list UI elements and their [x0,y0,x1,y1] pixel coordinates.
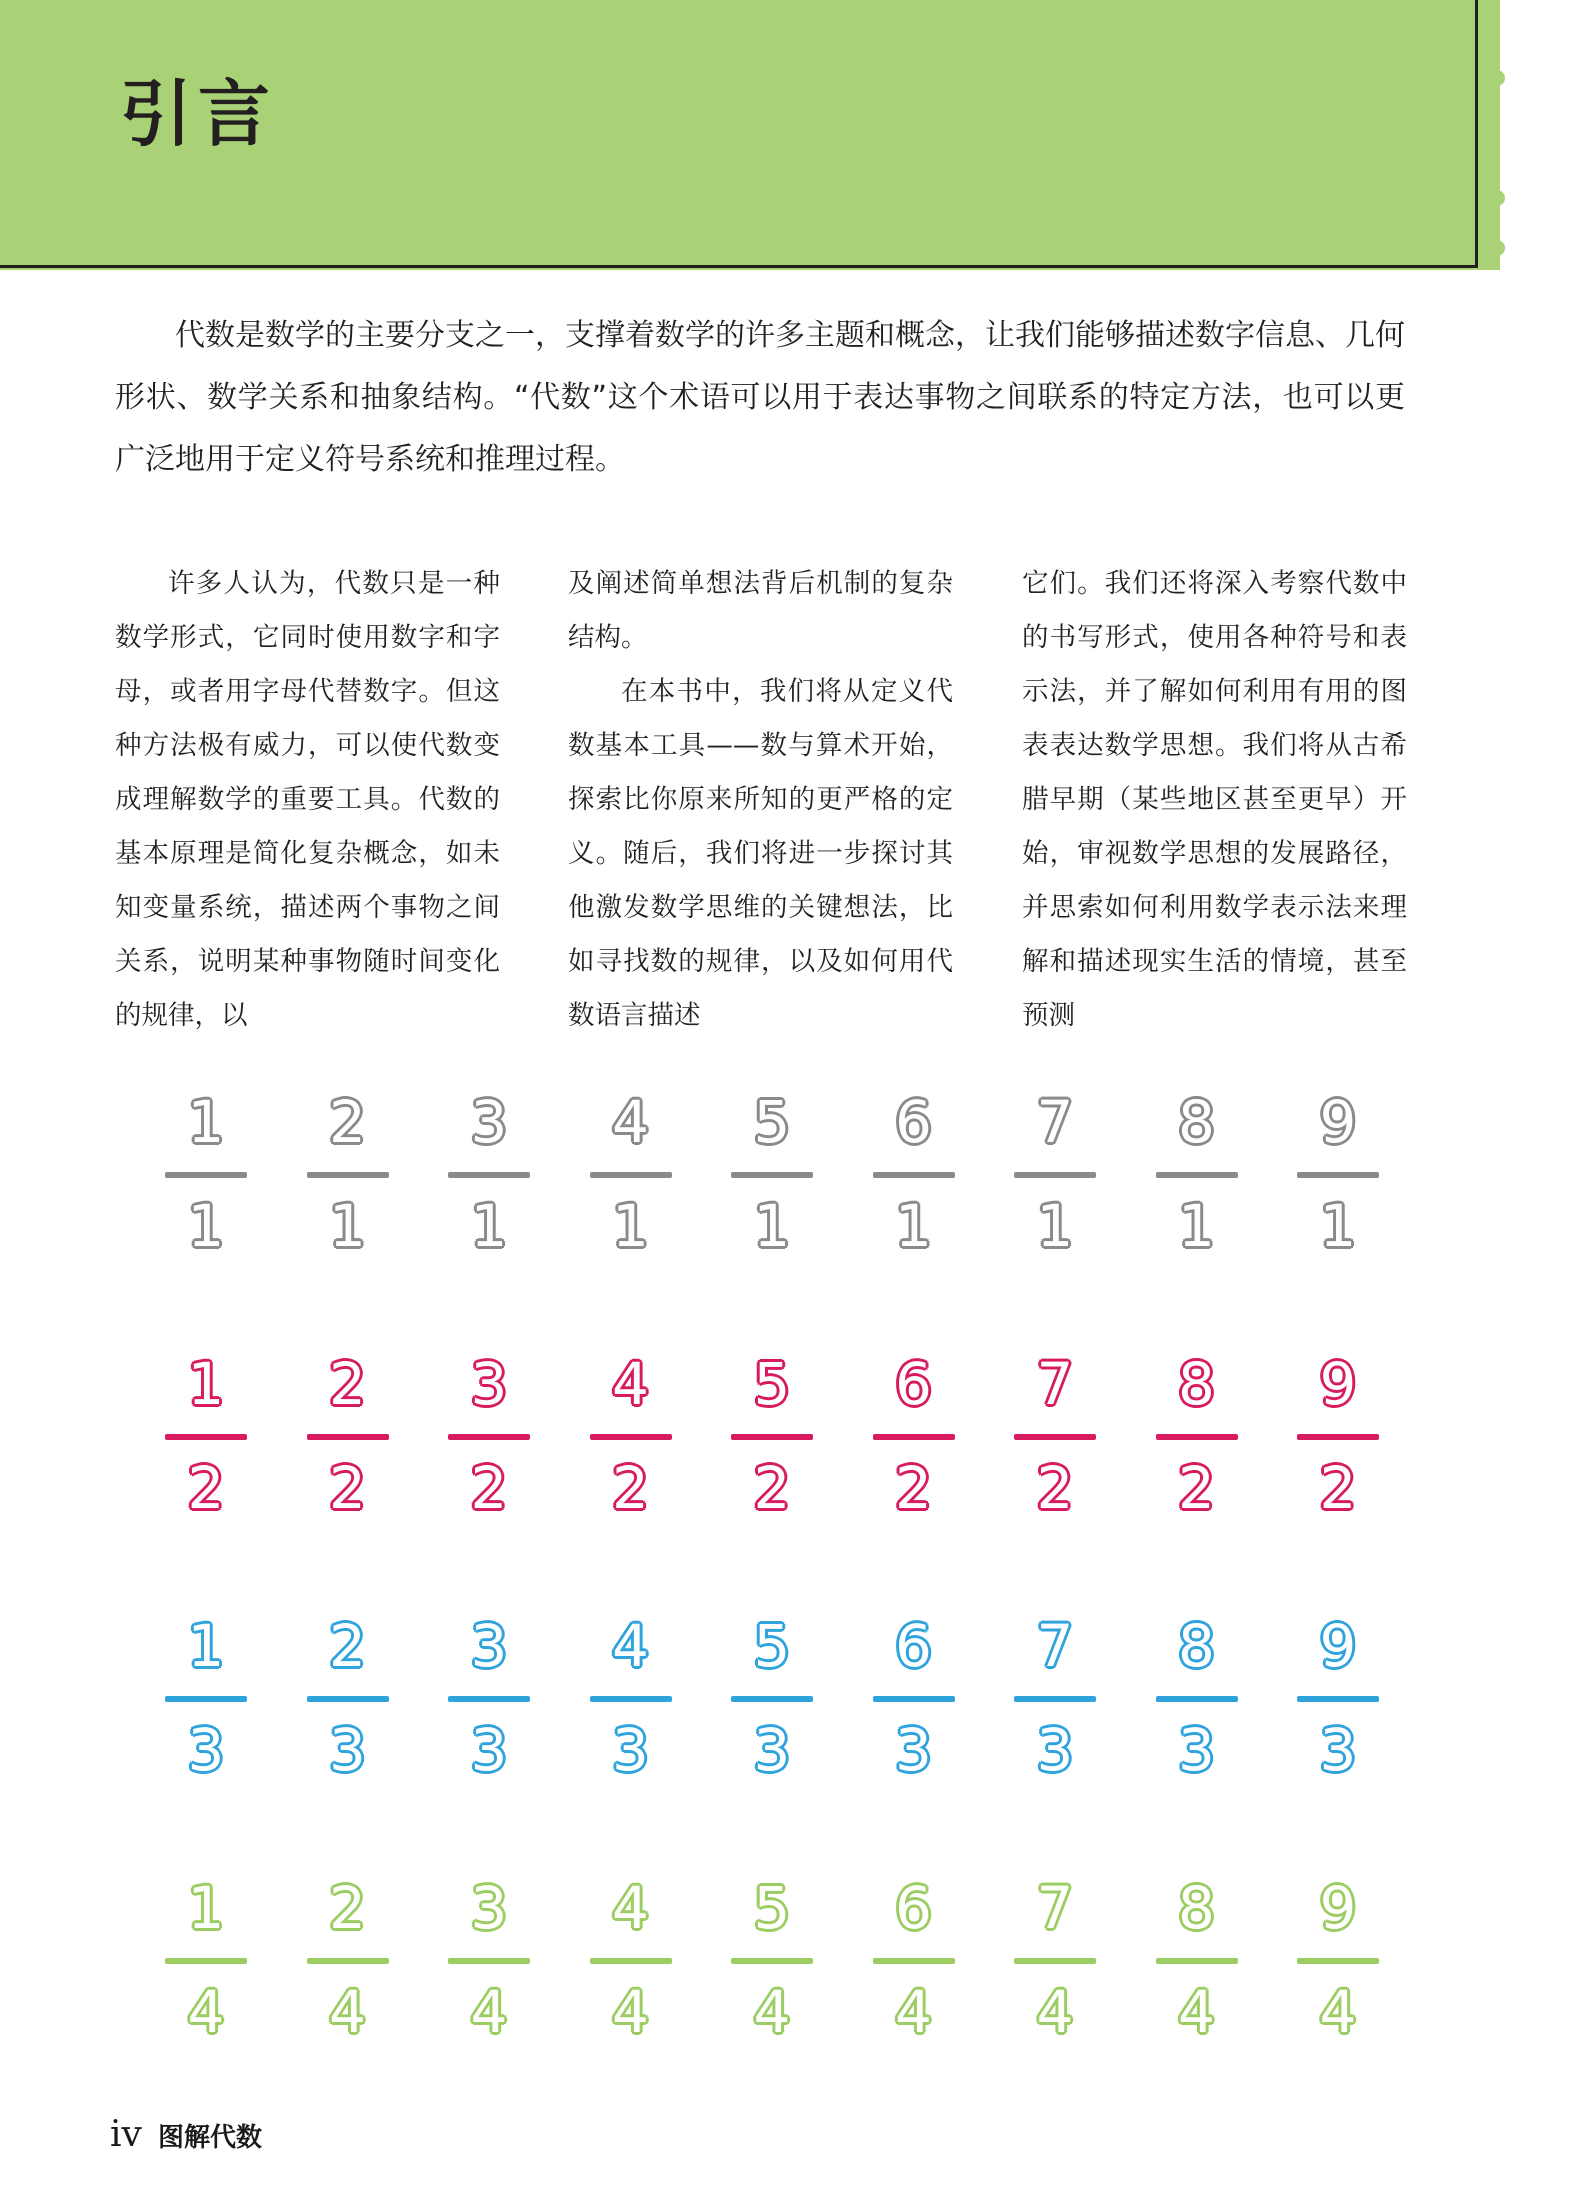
fraction-bar [165,1696,247,1702]
fraction-denominator: 2 [612,1454,649,1522]
fraction-denominator: 3 [895,1716,932,1784]
fraction [1297,1612,1379,1784]
fraction-bar [873,1172,955,1178]
fraction-numerator: 8 [1178,1612,1215,1680]
fraction-denominator: 1 [1036,1192,1074,1260]
fraction-bar [307,1172,389,1178]
fraction-numerator: 9 [1319,1874,1357,1942]
fraction-bar [731,1434,813,1440]
fraction-numerator: 5 [753,1612,791,1680]
fraction-bar [873,1958,955,1964]
fraction-denominator: 2 [187,1454,225,1522]
fraction-bar [731,1958,813,1964]
body-paragraph-continued: 及阐述简单想法背后机制的复杂结构。 [568,568,953,653]
fraction-numerator: 5 [753,1874,791,1942]
fraction-bar [165,1172,247,1178]
body-paragraph-continued: 它们。我们还将深入考察代数中的书写形式，使用各种符号和表示法，并了解如何利用有用的图表表达数学思想。我们将从古希腊早期（某些地区甚至更早）开始，审视数学思想的发展路径，并思索如何利用数学表示法来理解和描述现实生活的情境，甚至预测 [1022,568,1407,1031]
fraction-numerator: 9 [1319,1612,1357,1680]
fraction-denominator: 4 [1319,1978,1357,2046]
fraction-numerator: 4 [612,1612,649,1680]
fraction-denominator: 4 [612,1978,649,2046]
fraction-numerator: 5 [753,1088,791,1156]
fraction-bar [1297,1172,1379,1178]
fraction [165,1612,247,1784]
body-column-2 [568,557,953,1043]
fraction-bar [731,1172,813,1178]
fraction-numerator: 6 [895,1612,932,1680]
page-title: 引言 [120,72,277,156]
fraction-denominator: 2 [1036,1454,1074,1522]
fraction-denominator: 3 [1319,1716,1357,1784]
fraction-denominator: 2 [470,1454,508,1522]
fraction-denominator: 4 [329,1978,366,2046]
fraction-numerator: 9 [1319,1088,1357,1156]
fraction [1156,1874,1238,2046]
fraction-denominator: 3 [329,1716,366,1784]
fraction-denominator: 1 [1319,1192,1357,1260]
fraction-denominator: 4 [1178,1978,1215,2046]
fraction [307,1350,389,1522]
fraction-bar [873,1696,955,1702]
body-column-1 [115,557,500,1043]
fraction-denominator: 1 [612,1192,649,1260]
banner-frame-line [1475,0,1478,265]
fraction-bar [1014,1696,1096,1702]
fraction [165,1350,247,1522]
fraction-denominator: 3 [1036,1716,1074,1784]
fraction [1014,1350,1096,1522]
fraction-bar [165,1958,247,1964]
fraction [731,1874,813,2046]
fraction [165,1874,247,2046]
fraction [1297,1874,1379,2046]
fraction [873,1350,955,1522]
fraction-numerator: 2 [329,1088,366,1156]
book-title: 图解代数 [158,2123,263,2153]
body-paragraph: 在本书中，我们将从定义代数基本工具——数与算术开始，探索比你原来所知的更严格的定义。随后，我们将进一步探讨其他激发数学思维的关键想法，比如寻找数的规律，以及如何用代数语言描述 [568,676,953,1031]
banner-frame-line [0,265,1478,268]
fraction-numerator: 9 [1319,1350,1357,1418]
fraction-numerator: 3 [470,1088,508,1156]
fraction [590,1612,672,1784]
fraction-denominator: 3 [612,1716,649,1784]
fraction-bar [1156,1958,1238,1964]
fraction [448,1612,530,1784]
fraction-denominator: 1 [895,1192,932,1260]
fraction-denominator: 1 [187,1192,225,1260]
fraction-bar [307,1696,389,1702]
fraction [731,1088,813,1260]
fraction-bar [448,1696,530,1702]
fraction-denominator: 2 [753,1454,791,1522]
fraction-bar [1014,1434,1096,1440]
fraction [1156,1350,1238,1522]
fraction-bar [307,1958,389,1964]
fraction-numerator: 3 [470,1612,508,1680]
fraction [1014,1088,1096,1260]
fraction-denominator: 1 [470,1192,508,1260]
fraction-denominator: 3 [187,1716,225,1784]
fraction-denominator: 2 [1319,1454,1357,1522]
fraction [873,1088,955,1260]
fraction-bar [448,1958,530,1964]
fraction-numerator: 2 [329,1350,366,1418]
fraction-bar [590,1958,672,1964]
fraction [1156,1088,1238,1260]
fraction-numerator: 7 [1036,1612,1074,1680]
fraction-numerator: 5 [753,1350,791,1418]
fraction [307,1874,389,2046]
fraction-bar [1297,1434,1379,1440]
fraction-numerator: 1 [187,1612,225,1680]
body-paragraph: 许多人认为，代数只是一种数学形式，它同时使用数字和字母，或者用字母代替数字。但这种方法极有威力，可以使代数变成理解数学的重要工具。代数的基本原理是简化复杂概念，如未知变量系统，描述两个事物之间关系，说明某种事物随时间变化的规律，以 [115,568,500,1031]
fraction-numerator: 7 [1036,1874,1074,1942]
fraction [590,1874,672,2046]
banner-brush-stroke [1440,240,1505,256]
fraction-bar [448,1434,530,1440]
fraction-denominator: 3 [753,1716,791,1784]
fraction-numerator: 8 [1178,1350,1215,1418]
fraction-numerator: 3 [470,1350,508,1418]
fraction-bar [873,1434,955,1440]
fraction [307,1088,389,1260]
fraction-numerator: 7 [1036,1088,1074,1156]
fraction-denominator: 1 [753,1192,791,1260]
fraction-bar [590,1696,672,1702]
intro-paragraph: 代数是数学的主要分支之一，支撑着数学的许多主题和概念，让我们能够描述数字信息、几何形状、数学关系和抽象结构。“代数”这个术语可以用于表达事物之间联系的特定方法，也可以更广泛地用于定义符号系统和推理过程。 [115,318,1405,477]
fraction [873,1874,955,2046]
fraction-numerator: 1 [187,1350,225,1418]
fraction-denominator: 3 [470,1716,508,1784]
fraction [731,1612,813,1784]
fraction-bar [1156,1696,1238,1702]
fraction-bar [1014,1958,1096,1964]
fraction-numerator: 1 [187,1088,225,1156]
fraction [448,1874,530,2046]
fraction [165,1088,247,1260]
fraction-denominator: 4 [1036,1978,1074,2046]
fraction-denominator: 4 [753,1978,791,2046]
fraction [1014,1612,1096,1784]
fraction-numerator: 3 [470,1874,508,1942]
fraction-numerator: 6 [895,1350,932,1418]
fraction-numerator: 4 [612,1874,649,1942]
fraction-numerator: 7 [1036,1350,1074,1418]
fraction [307,1612,389,1784]
fraction-numerator: 6 [895,1874,932,1942]
fraction-numerator: 2 [329,1612,366,1680]
fraction-bar [731,1696,813,1702]
fraction-denominator: 2 [1178,1454,1215,1522]
fraction [731,1350,813,1522]
fraction [1014,1874,1096,2046]
fraction-numerator: 2 [329,1874,366,1942]
banner-brush-stroke [1440,20,1500,36]
fraction-denominator: 1 [1178,1192,1215,1260]
fraction-denominator: 1 [329,1192,366,1260]
fraction-denominator: 4 [470,1978,508,2046]
fraction-denominator: 4 [895,1978,932,2046]
fraction-denominator: 3 [1178,1716,1215,1784]
fraction-bar [590,1434,672,1440]
fraction [873,1612,955,1784]
fraction-bar [448,1172,530,1178]
fraction-numerator: 8 [1178,1874,1215,1942]
fraction [1297,1088,1379,1260]
page-number: iv [110,2114,142,2155]
fraction-denominator: 2 [895,1454,932,1522]
fraction [448,1350,530,1522]
fraction [590,1088,672,1260]
fraction-bar [1156,1172,1238,1178]
fraction-numerator: 8 [1178,1088,1215,1156]
banner-brush-stroke [1430,130,1500,146]
fraction-numerator: 6 [895,1088,932,1156]
fraction-bar [1014,1172,1096,1178]
fraction-bar [307,1434,389,1440]
fraction-bar [590,1172,672,1178]
fraction-numerator: 4 [612,1350,649,1418]
fraction-bar [1297,1696,1379,1702]
fraction-bar [165,1434,247,1440]
fraction-denominator: 2 [329,1454,366,1522]
fraction [590,1350,672,1522]
fraction-numerator: 1 [187,1874,225,1942]
fraction-bar [1156,1434,1238,1440]
fraction-numerator: 4 [612,1088,649,1156]
fraction [1156,1612,1238,1784]
fraction [1297,1350,1379,1522]
fraction-bar [1297,1958,1379,1964]
fraction-denominator: 4 [187,1978,225,2046]
body-column-3 [1022,557,1407,1043]
fraction [448,1088,530,1260]
